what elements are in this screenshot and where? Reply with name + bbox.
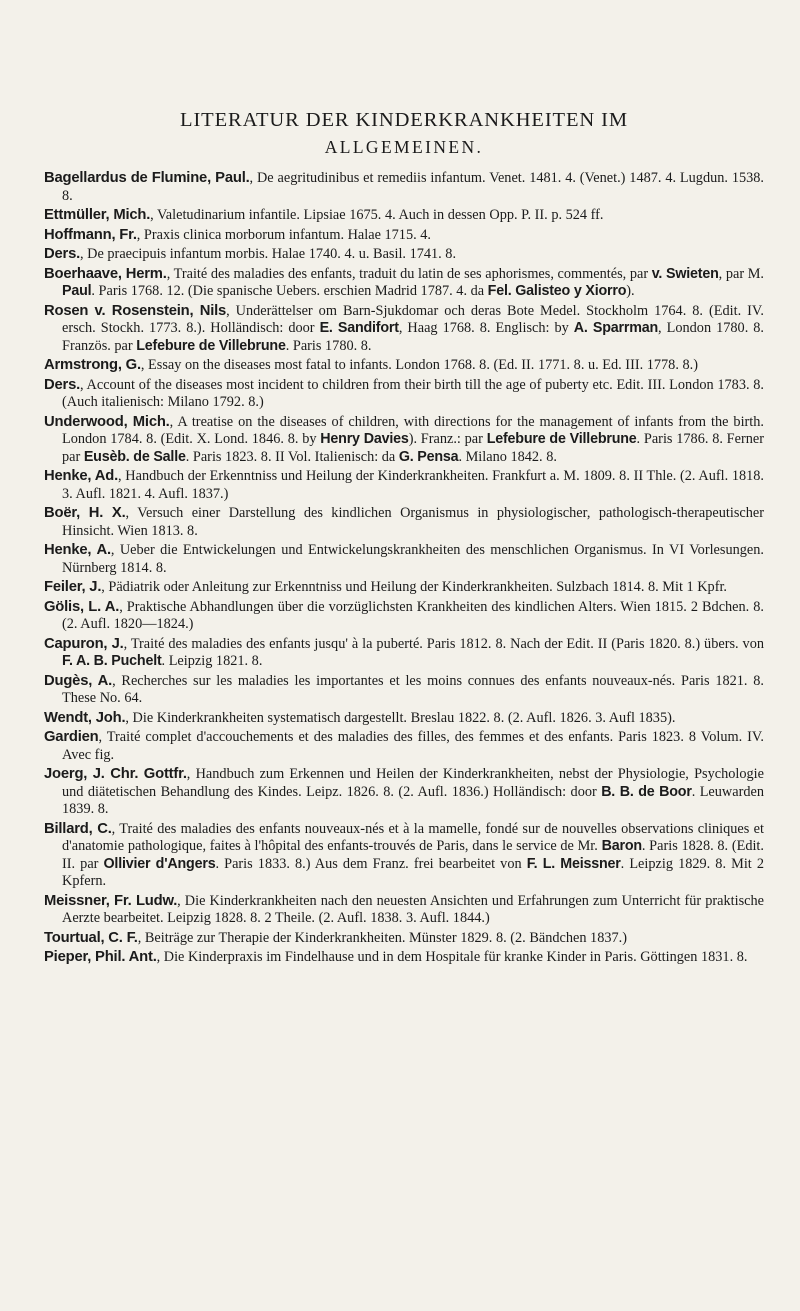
entry-text: . Paris 1780. 8. [285, 337, 372, 354]
entry-author: Billard, C. [44, 820, 112, 837]
entry-author: Ders. [44, 246, 81, 262]
entry-person-name: Eusèb. de Salle [83, 448, 186, 465]
entry-text: , Valetudinarium infantile. Lipsiae 1675. 4. Auch in dessen Opp. P. II. p. 524 ff. [150, 207, 604, 223]
bibliography-entry [44, 599, 764, 634]
bibliography-entry [44, 710, 764, 728]
entry-person-name: A. Sparrman [573, 320, 659, 336]
entry-text: , Praktische Abhandlungen über die vorzüglichsten Krankheiten des kindlichen Alters. Wien 1815. 2 Bdchen. 8. (2. Aufl. 1820—1824.) [62, 598, 764, 632]
bibliography-list [44, 170, 764, 967]
bibliography-entry [44, 468, 764, 503]
entry-author: Gardien [44, 729, 99, 745]
bibliography-entry [44, 821, 764, 891]
bibliography-entry [44, 414, 764, 467]
entry-text: ). Franz.: par [408, 431, 487, 447]
entry-text: . Leipzig 1821. 8. [161, 653, 263, 669]
bibliography-entry [44, 930, 764, 948]
entry-person-name: Fel. Galisteo y Xiorro [487, 283, 627, 299]
bibliography-entry [44, 766, 764, 819]
entry-text: . Leuwarden 1839. 8. [62, 783, 765, 817]
entry-text: , Beiträge zur Therapie der Kinderkrankheiten. Münster 1829. 8. (2. Bändchen 1837.) [137, 929, 627, 946]
entry-author: Underwood, Mich. [44, 413, 170, 430]
entry-text: , Handbuch der Erkenntniss und Heilung der Kinderkrankheiten. Frankfurt a. M. 1809. 8. II Thle. (2. Aufl. 1818. 3. Aufl. 1821. 4. Aufl. 1837.) [62, 468, 764, 502]
entry-text: , Die Kinderpraxis im Findelhause und in dem Hospitale für kranke Kinder in Paris. Göttingen 1831. 8. [156, 949, 748, 965]
bibliography-entry [44, 377, 764, 412]
entry-author: Meissner, Fr. Ludw. [44, 892, 178, 909]
bibliography-entry [44, 949, 764, 967]
entry-author: Henke, A. [44, 542, 111, 558]
entry-author: Bagellardus de Flumine, Paul. [44, 170, 250, 186]
entry-text: , De praecipuis infantum morbis. Halae 1740. 4. u. Basil. 1741. 8. [80, 246, 457, 262]
entry-text: , Essay on the diseases most fatal to infants. London 1768. 8. (Ed. II. 1771. 8. u. Ed. III. 1778. 8.) [140, 357, 698, 373]
entry-text: . Leipzig 1829. 8. Mit 2 Kpfern. [62, 855, 764, 889]
entry-author: Henke, Ad. [44, 468, 119, 484]
entry-person-name: v. Swieten [651, 265, 719, 282]
entry-author: Ettmüller, Mich. [44, 207, 151, 223]
entry-text: , A treatise on the diseases of children, with directions for the management of infants from the birth. London 1784. 8. (Edit. X. Lond. 1846. 8. by [62, 413, 764, 447]
entry-text: . Paris 1828. 8. (Edit. II. par [62, 838, 764, 872]
entry-author: Rosen v. Rosenstein, Nils [44, 302, 227, 319]
entry-author: Boerhaave, Herm. [44, 265, 167, 282]
entry-author: Joerg, J. Chr. Gottfr. [44, 766, 187, 782]
entry-text: , Traité des maladies des enfants nouveaux-nés et à la mamelle, fondé sur de nouvelles observations cliniques et d'anatomie pathologique, faites à l'hôpital des enfants-trouvés de Paris, dans le service de Mr. [62, 820, 764, 854]
entry-text: , Praxis clinica morborum infantum. Halae 1715. 4. [136, 226, 431, 243]
entry-person-name: F. L. Meissner [526, 855, 621, 872]
entry-author: Armstrong, G. [44, 357, 141, 373]
entry-text: . Milano 1842. 8. [458, 448, 557, 465]
entry-author: Pieper, Phil. Ant. [44, 949, 157, 965]
bibliography-entry [44, 673, 764, 708]
bibliography-entry [44, 266, 764, 301]
entry-person-name: B. B. de Boor [601, 783, 692, 800]
entry-author: Tourtual, C. F. [44, 929, 138, 946]
bibliography-entry [44, 505, 764, 540]
entry-author: Hoffmann, Fr. [44, 226, 137, 243]
bibliography-entry [44, 170, 764, 205]
entry-person-name: F. A. B. Puchelt [62, 653, 162, 669]
entry-text: , Traité des maladies des enfants jusqu' à la puberté. Paris 1812. 8. Nach der Edit. II (Paris 1820. 8.) übers. von [123, 635, 764, 652]
entry-text: , Die Kinderkrankheiten systematisch dargestellt. Breslau 1822. 8. (2. Aufl. 1826. 3. Aufl 1835). [125, 709, 676, 726]
page-title: LITERATUR DER KINDERKRANKHEITEN IM [180, 109, 628, 131]
bibliography-entry [44, 227, 764, 245]
bibliography-entry [44, 579, 764, 597]
entry-text: . Paris 1768. 12. (Die spanische Uebers. erschien Madrid 1787. 4. da [91, 283, 488, 299]
entry-text: . Paris 1833. 8.) Aus dem Franz. frei bearbeitet von [215, 855, 527, 872]
bibliography-entry [44, 729, 764, 764]
bibliography-entry [44, 542, 764, 577]
entry-author: Capuron, J. [44, 635, 124, 652]
entry-text: ). [626, 283, 635, 299]
entry-text: , Handbuch zum Erkennen und Heilen der Kinderkrankheiten, nebst der Physiologie, Psychologie und diätetischen Behandlung des Kindes. Leipz. 1826. 8. (2. Aufl. 1836.) Holländisch: door [62, 766, 764, 800]
bibliography-entry [44, 636, 764, 671]
bibliography-entry [44, 246, 764, 264]
entry-text: , Versuch einer Darstellung des kindlichen Organismus in physiologischer, pathologisch-therapeutischer Hinsicht. Wien 1813. 8. [62, 505, 764, 539]
entry-text: , Pädiatrik oder Anleitung zur Erkenntniss und Heilung der Kinderkrankheiten. Sulzbach 1814. 8. Mit 1 Kpfr. [101, 579, 727, 595]
bibliography-entry [44, 893, 764, 928]
entry-text: , Die Kinderkrankheiten nach den neuesten Ansichten und Erfahrungen zum Unterricht für praktische Aerzte bearbeitet. Leipzig 1828. 8. 2 Theile. (2. Aufl. 1838. 3. Aufl. 1844.) [62, 892, 764, 926]
entry-author: Gölis, L. A. [44, 598, 120, 615]
entry-author: Boër, H. X. [44, 505, 126, 521]
entry-person-name: Henry Davies [320, 431, 409, 447]
entry-author: Ders. [44, 376, 81, 393]
entry-text: , Underättelser om Barn-Sjukdomar och deras Bote Medel. Stockholm 1764. 8. (Edit. IV. ersch. Stockh. 1773. 8.). Holländisch: door [62, 302, 764, 336]
entry-text: , De aegritudinibus et remediis infantum. Venet. 1481. 4. (Venet.) 1487. 4. Lugdun. 1538. 8. [62, 170, 764, 204]
entry-text: , par M. [718, 265, 764, 282]
entry-person-name: Baron [601, 838, 642, 854]
entry-person-name: Ollivier d'Angers [103, 855, 216, 872]
page-subtitle: ALLGEMEINEN. [324, 137, 484, 157]
entry-author: Wendt, Joh. [44, 709, 126, 726]
entry-text: . Paris 1786. 8. Ferner par [62, 431, 764, 465]
entry-text: , Traité des maladies des enfants, traduit du latin de ses aphorismes, commentés, par [166, 265, 652, 282]
bibliography-entry [44, 303, 764, 356]
entry-text: . Paris 1823. 8. II Vol. Italienisch: da [185, 448, 399, 465]
entry-person-name: E. Sandifort [319, 320, 399, 336]
entry-text: , Traité complet d'accouchements et des maladies des filles, des femmes et des enfants. Paris 1823. 8 Volum. IV. Avec fig. [62, 729, 764, 763]
entry-text: , Account of the diseases most incident to children from their birth till the age of puberty etc. Edit. III. London 1783. 8. (Auch italienisch: Milano 1792. 8.) [62, 376, 764, 410]
entry-text: , Recherches sur les maladies les importantes et les moins connues des enfants nouveaux-nés. Paris 1821. 8. These No. 64. [62, 672, 764, 706]
bibliography-entry [44, 357, 764, 375]
entry-text: , Haag 1768. 8. Englisch: by [398, 320, 574, 336]
bibliography-entry [44, 207, 764, 225]
entry-text: , London 1780. 8. Französ. par [62, 320, 765, 354]
entry-person-name: Lefebure de Villebrune [486, 431, 637, 447]
entry-text: , Ueber die Entwickelungen und Entwickelungskrankheiten des menschlichen Organismus. In VI Vorlesungen. Nürnberg 1814. 8. [62, 542, 764, 576]
entry-author: Feiler, J. [44, 579, 102, 595]
entry-person-name: Lefebure de Villebrune [136, 337, 286, 354]
entry-author: Dugès, A. [44, 672, 113, 689]
entry-person-name: G. Pensa [398, 448, 459, 465]
entry-person-name: Paul [62, 283, 92, 299]
